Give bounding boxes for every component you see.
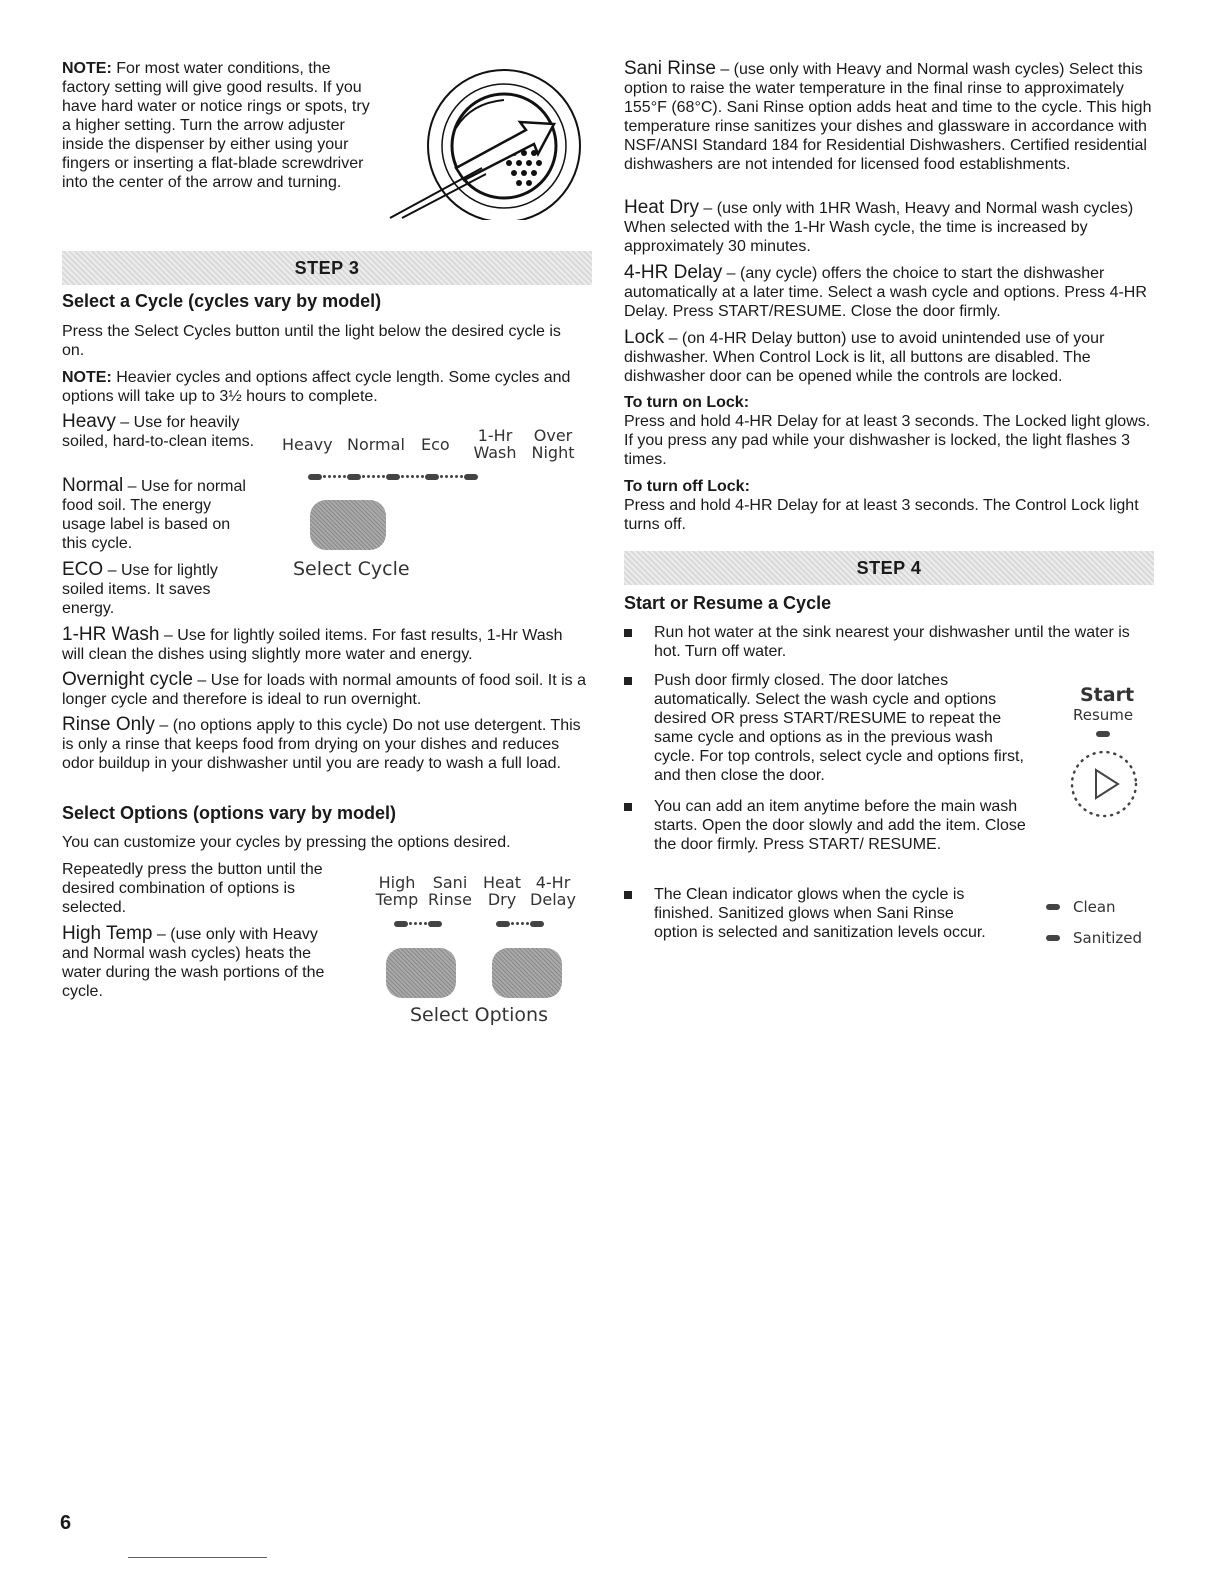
option-label-heat-dry: Heat Dry — [483, 873, 521, 909]
option-sani-rinse-desc: Sani Rinse – (use only with Heavy and Normal wash cycles) Select this option to raise the water temperature in the final rinse to approximately 155°F (68°C). Sani Rinse option adds heat and time to the cycle. This high temperature rinse sanitizes your dishes and glassware in accordance with NSF/ANSI Standard 184 for Residential Dishwashers. Certified residential dishwashers are not intended for licensed food establishments. — [624, 58, 1152, 173]
select-option-button-left[interactable] — [386, 948, 456, 998]
step4-bullet-1: Run hot water at the sink nearest your dishwasher until the water is hot. Turn off water. — [654, 624, 1130, 660]
step3-intro: Press the Select Cycles button until the light below the desired cycle is on. — [62, 323, 561, 359]
lock-on-text: Press and hold 4-HR Delay for at least 3 seconds. The Locked light glows. If you press any pad while your dishwasher is locked, the light flashes 3 times. — [624, 413, 1151, 468]
step4-bullet-4: The Clean indicator glows when the cycle is finished. Sanitized glows when Sani Rinse option is selected and sanitization levels occur. — [654, 886, 986, 941]
cycle-light-normal — [347, 474, 361, 480]
cycle-rinse-desc: Rinse Only – (no options apply to this cycle) Do not use detergent. This is only a rinse that keeps food from drying on your dishes and reduces odor buildup in your dishwasher until you are ready to wash a full load. — [62, 714, 581, 772]
clean-indicator-light — [1046, 904, 1060, 910]
start-indicator-light — [1096, 731, 1110, 737]
start-resume-button[interactable] — [1066, 746, 1142, 822]
footer-rule — [128, 1557, 267, 1558]
cycle-eco-desc: ECO – Use for lightly soiled items. It saves energy. — [62, 559, 218, 617]
option-light-heat-dry — [496, 921, 510, 927]
cycle-light-overnight — [464, 474, 478, 480]
cycle-normal-desc: Normal – Use for normal food soil. The energy usage label is based on this cycle. — [62, 475, 246, 552]
options-intro: You can customize your cycles by pressing the options desired. — [62, 834, 511, 851]
cycle-label-1hr-wash: 1-Hr Wash — [473, 426, 517, 462]
options-heading: Select Options (options vary by model) — [62, 803, 397, 823]
option-hightemp-desc: High Temp – (use only with Heavy and Normal wash cycles) heats the water during the wash portions of the cycle. — [62, 923, 325, 1000]
step4-banner: STEP 4 — [624, 551, 1154, 585]
cycle-label-eco: Eco — [421, 435, 450, 454]
lock-off-text: Press and hold 4-HR Delay for at least 3 seconds. The Control Lock light turns off. — [624, 497, 1139, 533]
cycle-light-1hr — [425, 474, 439, 480]
cycle-light-eco — [386, 474, 400, 480]
cycle-label-overnight: Over Night — [531, 426, 575, 462]
lock-on-heading: To turn on Lock: — [624, 394, 750, 411]
cycle-heavy-desc: Heavy – Use for heavily soiled, hard-to-clean items. — [62, 411, 255, 450]
option-light-4hr-delay — [530, 921, 544, 927]
sanitized-indicator-light — [1046, 935, 1060, 941]
cycle-label-normal: Normal — [347, 435, 405, 454]
play-icon — [1096, 770, 1118, 798]
option-4hr-delay-desc: 4-HR Delay – (any cycle) offers the choice to start the dishwasher automatically at a later time. Select a wash cycle and options. Press 4-HR Delay. Press START/RESUME. Close the door firmly. — [624, 262, 1147, 320]
page-number: 6 — [60, 1512, 72, 1534]
start-label: Start — [1080, 684, 1135, 706]
options-lights-left — [394, 913, 442, 932]
select-option-button-right[interactable] — [492, 948, 562, 998]
option-light-high-temp — [394, 921, 408, 927]
cycle-1hr-desc: 1-HR Wash – Use for lightly soiled items. For fast results, 1-Hr Wash will clean the dishes using slightly more water and energy. — [62, 624, 563, 663]
lock-off-heading: To turn off Lock: — [624, 478, 750, 495]
note-top — [62, 59, 382, 192]
option-label-sani-rinse: Sani Rinse — [428, 873, 472, 909]
cycle-label-heavy: Heavy — [282, 435, 333, 454]
step4-bullet-2: Push door firmly closed. The door latches automatically. Select the wash cycle and options desired OR press START/RESUME to repeat the same cycle and options as in the previous wash cycle. For top controls, select cycle and options first, and then close the door. — [654, 672, 1024, 784]
note-label: NOTE: — [62, 60, 112, 77]
bullet-marker — [624, 803, 632, 811]
select-options-caption: Select Options — [410, 1004, 548, 1026]
step3-heading: Select a Cycle (cycles vary by model) — [62, 291, 382, 311]
cycle-overnight-desc: Overnight cycle – Use for loads with normal amounts of food soil. It is a longer cycle and therefore is ideal to run overnight. — [62, 669, 587, 708]
note-text: For most water conditions, the factory setting will give good results. If you have hard water or notice rings or spots, try a higher setting. Turn the arrow adjuster inside the dispenser by either using your fingers or inserting a flat-blade screwdriver into the center of the arrow and turning. — [62, 60, 370, 191]
dispenser-adjuster-illustration — [386, 58, 608, 220]
cycle-light-heavy — [308, 474, 322, 480]
bullet-marker — [624, 891, 632, 899]
option-lock-desc: Lock – (on 4-HR Delay button) use to avoid unintended use of your dishwasher. When Control Lock is lit, all buttons are disabled. The dishwasher door can be opened while the controls are locked. — [624, 327, 1105, 385]
option-label-4hr-delay: 4-Hr Delay — [530, 873, 576, 909]
bullet-marker — [624, 629, 632, 637]
options-repeat: Repeatedly press the button until the desired combination of options is selected. — [62, 861, 323, 916]
step4-bullet-3: You can add an item anytime before the main wash starts. Open the door slowly and add the item. Close the door firmly. Press START/ RESUME. — [654, 798, 1026, 853]
cycle-indicator-lights — [308, 466, 568, 485]
option-label-high-temp: High Temp — [375, 873, 419, 909]
step4-heading: Start or Resume a Cycle — [624, 593, 832, 613]
options-lights-right — [496, 913, 544, 932]
option-heat-dry-desc: Heat Dry – (use only with 1HR Wash, Heavy and Normal wash cycles) When selected with the 1-Hr Wash cycle, the time is increased by approximately 30 minutes. — [624, 197, 1134, 255]
select-cycle-button[interactable] — [310, 500, 386, 550]
bullet-marker — [624, 677, 632, 685]
sanitized-label: Sanitized — [1073, 929, 1143, 947]
clean-label: Clean — [1073, 898, 1116, 916]
select-cycle-caption: Select Cycle — [293, 558, 410, 580]
resume-label: Resume — [1073, 706, 1134, 724]
step3-note: NOTE: Heavier cycles and options affect cycle length. Some cycles and options will take up to 3½ hours to complete. — [62, 369, 571, 405]
step3-banner: STEP 3 — [62, 251, 592, 285]
option-light-sani-rinse — [428, 921, 442, 927]
